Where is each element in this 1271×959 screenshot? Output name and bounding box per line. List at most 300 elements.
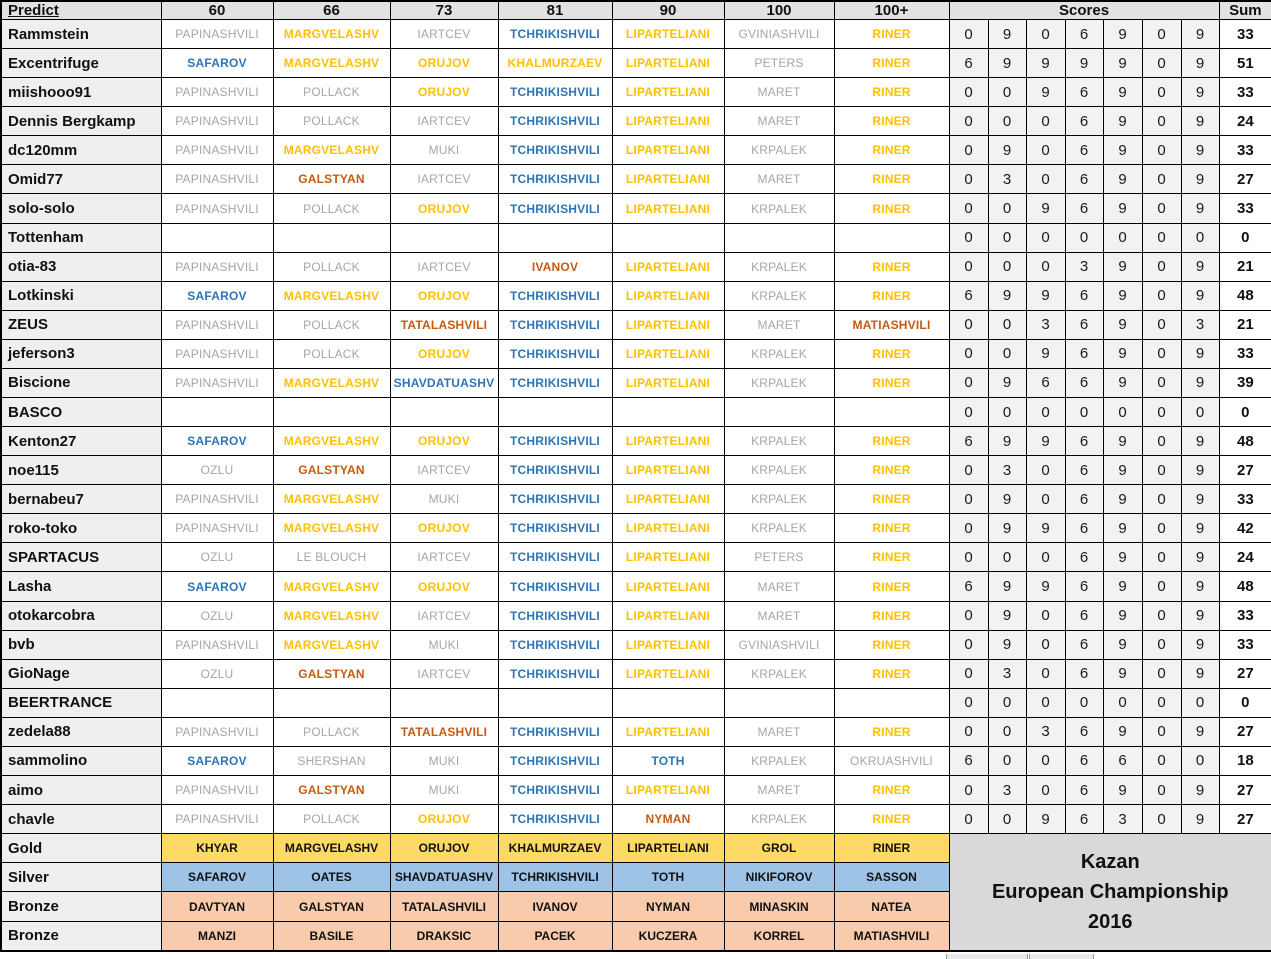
score-cell[interactable]: 0 (1026, 20, 1065, 49)
medalist-cell[interactable]: SAFAROV (161, 863, 273, 892)
prediction-cell[interactable]: KRPALEK (724, 136, 834, 165)
prediction-cell[interactable]: KRPALEK (724, 456, 834, 485)
prediction-cell[interactable]: NYMAN (612, 805, 724, 834)
column-header-scores[interactable]: Scores (949, 1, 1219, 20)
prediction-cell[interactable]: LIPARTELIANI (612, 659, 724, 688)
score-cell[interactable]: 0 (949, 688, 988, 717)
score-cell[interactable]: 0 (1142, 165, 1181, 194)
score-cell[interactable]: 9 (1026, 339, 1065, 368)
prediction-cell[interactable]: LIPARTELIANI (612, 601, 724, 630)
predictor-name[interactable]: aimo (1, 776, 161, 805)
prediction-cell[interactable]: PAPINASHVILI (161, 165, 273, 194)
predictor-name[interactable]: ZEUS (1, 310, 161, 339)
score-cell[interactable]: 3 (1181, 310, 1219, 339)
prediction-cell[interactable] (724, 223, 834, 252)
medalist-cell[interactable]: NATEA (834, 892, 949, 921)
score-cell[interactable]: 9 (1026, 427, 1065, 456)
prediction-cell[interactable]: ORUJOV (390, 78, 498, 107)
score-cell[interactable]: 9 (988, 630, 1026, 659)
score-cell[interactable]: 9 (1103, 310, 1142, 339)
sum-cell[interactable]: 27 (1219, 659, 1271, 688)
prediction-cell[interactable]: LIPARTELIANI (612, 456, 724, 485)
score-cell[interactable]: 0 (988, 252, 1026, 281)
prediction-cell[interactable]: KRPALEK (724, 514, 834, 543)
prediction-cell[interactable] (724, 398, 834, 427)
prediction-cell[interactable]: TCHRIKISHVILI (498, 543, 612, 572)
score-cell[interactable]: 0 (1142, 49, 1181, 78)
prediction-cell[interactable]: POLLACK (273, 78, 390, 107)
score-cell[interactable]: 9 (1103, 368, 1142, 397)
prediction-cell[interactable]: SAFAROV (161, 281, 273, 310)
prediction-cell[interactable]: MARGVELASHV (273, 49, 390, 78)
prediction-cell[interactable]: TCHRIKISHVILI (498, 572, 612, 601)
predictor-name[interactable]: noe115 (1, 456, 161, 485)
score-cell[interactable]: 9 (1103, 659, 1142, 688)
prediction-cell[interactable] (390, 223, 498, 252)
score-cell[interactable]: 0 (1142, 107, 1181, 136)
predictor-name[interactable]: jeferson3 (1, 339, 161, 368)
prediction-cell[interactable]: OKRUASHVILI (834, 746, 949, 775)
prediction-cell[interactable]: RINER (834, 543, 949, 572)
prediction-cell[interactable]: PAPINASHVILI (161, 514, 273, 543)
score-cell[interactable]: 6 (949, 572, 988, 601)
score-cell[interactable]: 9 (1103, 281, 1142, 310)
score-cell[interactable]: 9 (1181, 630, 1219, 659)
score-cell[interactable]: 9 (1026, 78, 1065, 107)
sum-cell[interactable]: 33 (1219, 339, 1271, 368)
sum-cell[interactable]: 27 (1219, 456, 1271, 485)
prediction-cell[interactable]: PAPINASHVILI (161, 776, 273, 805)
prediction-cell[interactable]: MATIASHVILI (834, 310, 949, 339)
prediction-cell[interactable]: GALSTYAN (273, 165, 390, 194)
prediction-cell[interactable]: OZLU (161, 543, 273, 572)
score-cell[interactable]: 0 (1026, 776, 1065, 805)
predictor-name[interactable]: bvb (1, 630, 161, 659)
predictor-name[interactable]: SPARTACUS (1, 543, 161, 572)
prediction-cell[interactable]: TCHRIKISHVILI (498, 107, 612, 136)
medalist-cell[interactable]: LIPARTELIANI (612, 834, 724, 863)
sum-cell[interactable]: 27 (1219, 717, 1271, 746)
score-cell[interactable]: 6 (949, 281, 988, 310)
medalist-cell[interactable]: MARGVELASHV (273, 834, 390, 863)
predictor-name[interactable]: Kenton27 (1, 427, 161, 456)
column-header-60[interactable]: 60 (161, 1, 273, 20)
score-cell[interactable]: 0 (949, 194, 988, 223)
medalist-cell[interactable]: KHALMURZAEV (498, 834, 612, 863)
score-cell[interactable]: 0 (988, 223, 1026, 252)
score-cell[interactable]: 0 (1026, 107, 1065, 136)
prediction-cell[interactable]: RINER (834, 165, 949, 194)
prediction-cell[interactable]: TCHRIKISHVILI (498, 427, 612, 456)
sum-cell[interactable]: 48 (1219, 281, 1271, 310)
score-cell[interactable]: 6 (1065, 717, 1103, 746)
score-cell[interactable]: 0 (1142, 339, 1181, 368)
prediction-cell[interactable]: POLLACK (273, 717, 390, 746)
prediction-cell[interactable]: ORUJOV (390, 49, 498, 78)
score-cell[interactable]: 9 (988, 572, 1026, 601)
score-cell[interactable]: 0 (1026, 659, 1065, 688)
sum-cell[interactable]: 27 (1219, 805, 1271, 834)
score-cell[interactable]: 0 (1181, 223, 1219, 252)
score-cell[interactable]: 0 (1142, 368, 1181, 397)
predictor-name[interactable]: roko-toko (1, 514, 161, 543)
score-cell[interactable]: 0 (1026, 456, 1065, 485)
score-cell[interactable]: 6 (1065, 630, 1103, 659)
medalist-cell[interactable]: KHYAR (161, 834, 273, 863)
score-cell[interactable]: 0 (1026, 165, 1065, 194)
prediction-cell[interactable]: MARET (724, 107, 834, 136)
score-cell[interactable]: 9 (1103, 165, 1142, 194)
score-cell[interactable]: 9 (1103, 194, 1142, 223)
prediction-cell[interactable]: PAPINASHVILI (161, 252, 273, 281)
score-cell[interactable]: 0 (1181, 688, 1219, 717)
score-cell[interactable]: 9 (1026, 514, 1065, 543)
score-cell[interactable]: 3 (1026, 310, 1065, 339)
medalist-cell[interactable]: KUCZERA (612, 921, 724, 951)
score-cell[interactable]: 0 (1142, 78, 1181, 107)
prediction-cell[interactable]: RINER (834, 339, 949, 368)
score-cell[interactable]: 0 (949, 368, 988, 397)
prediction-cell[interactable]: IARTCEV (390, 456, 498, 485)
prediction-cell[interactable]: TATALASHVILI (390, 717, 498, 746)
score-cell[interactable]: 0 (1181, 746, 1219, 775)
score-cell[interactable]: 0 (988, 310, 1026, 339)
sum-cell[interactable]: 33 (1219, 630, 1271, 659)
score-cell[interactable]: 9 (1103, 572, 1142, 601)
prediction-cell[interactable]: PAPINASHVILI (161, 107, 273, 136)
prediction-cell[interactable]: PAPINASHVILI (161, 485, 273, 514)
prediction-cell[interactable]: LIPARTELIANI (612, 717, 724, 746)
prediction-cell[interactable]: ORUJOV (390, 281, 498, 310)
score-cell[interactable]: 9 (1103, 136, 1142, 165)
score-cell[interactable]: 6 (1065, 194, 1103, 223)
predictor-name[interactable]: otia-83 (1, 252, 161, 281)
predictor-name[interactable]: GioNage (1, 659, 161, 688)
prediction-cell[interactable]: KRPALEK (724, 485, 834, 514)
prediction-cell[interactable]: KHALMURZAEV (498, 49, 612, 78)
prediction-cell[interactable]: GALSTYAN (273, 776, 390, 805)
score-cell[interactable]: 0 (1026, 630, 1065, 659)
medal-row-label[interactable]: Bronze (1, 921, 161, 951)
score-cell[interactable]: 9 (1103, 485, 1142, 514)
prediction-cell[interactable]: TCHRIKISHVILI (498, 194, 612, 223)
score-cell[interactable]: 0 (1142, 398, 1181, 427)
sum-cell[interactable]: 0 (1219, 398, 1271, 427)
prediction-cell[interactable]: LIPARTELIANI (612, 776, 724, 805)
score-cell[interactable]: 6 (1065, 456, 1103, 485)
prediction-cell[interactable]: MUKI (390, 485, 498, 514)
sum-cell[interactable]: 48 (1219, 572, 1271, 601)
prediction-cell[interactable] (390, 688, 498, 717)
score-cell[interactable]: 0 (1026, 746, 1065, 775)
score-cell[interactable]: 6 (949, 49, 988, 78)
prediction-cell[interactable]: OZLU (161, 456, 273, 485)
prediction-cell[interactable]: MUKI (390, 776, 498, 805)
sum-cell[interactable]: 21 (1219, 252, 1271, 281)
medalist-cell[interactable]: GROL (724, 834, 834, 863)
score-cell[interactable]: 0 (1142, 717, 1181, 746)
score-cell[interactable]: 9 (1103, 78, 1142, 107)
prediction-cell[interactable]: RINER (834, 659, 949, 688)
prediction-cell[interactable]: IVANOV (498, 252, 612, 281)
prediction-cell[interactable]: LIPARTELIANI (612, 543, 724, 572)
score-cell[interactable]: 9 (1103, 601, 1142, 630)
medalist-cell[interactable]: MANZI (161, 921, 273, 951)
prediction-cell[interactable]: PAPINASHVILI (161, 136, 273, 165)
sum-cell[interactable]: 27 (1219, 165, 1271, 194)
prediction-cell[interactable]: PETERS (724, 49, 834, 78)
score-cell[interactable]: 0 (1026, 136, 1065, 165)
prediction-cell[interactable]: RINER (834, 485, 949, 514)
sum-cell[interactable]: 24 (1219, 543, 1271, 572)
score-cell[interactable]: 9 (988, 368, 1026, 397)
score-cell[interactable]: 6 (1065, 572, 1103, 601)
score-cell[interactable]: 0 (949, 776, 988, 805)
predictor-name[interactable]: BASCO (1, 398, 161, 427)
score-cell[interactable]: 3 (1026, 717, 1065, 746)
sum-cell[interactable]: 48 (1219, 427, 1271, 456)
medalist-cell[interactable]: TATALASHVILI (390, 892, 498, 921)
prediction-cell[interactable]: SHERSHAN (273, 746, 390, 775)
score-cell[interactable]: 0 (1142, 688, 1181, 717)
score-cell[interactable]: 0 (1142, 514, 1181, 543)
sum-cell[interactable]: 39 (1219, 368, 1271, 397)
score-cell[interactable]: 0 (1142, 456, 1181, 485)
prediction-cell[interactable]: POLLACK (273, 252, 390, 281)
score-cell[interactable]: 3 (988, 165, 1026, 194)
prediction-cell[interactable]: RINER (834, 805, 949, 834)
score-cell[interactable]: 0 (1142, 223, 1181, 252)
prediction-cell[interactable]: RINER (834, 514, 949, 543)
prediction-cell[interactable]: RINER (834, 630, 949, 659)
predictor-name[interactable]: BEERTRANCE (1, 688, 161, 717)
predictor-name[interactable]: Biscione (1, 368, 161, 397)
prediction-cell[interactable]: SAFAROV (161, 746, 273, 775)
prediction-cell[interactable]: POLLACK (273, 107, 390, 136)
score-cell[interactable]: 0 (949, 630, 988, 659)
score-cell[interactable]: 6 (1065, 746, 1103, 775)
prediction-cell[interactable]: TOTH (612, 746, 724, 775)
score-cell[interactable]: 0 (988, 107, 1026, 136)
score-cell[interactable]: 6 (1065, 805, 1103, 834)
prediction-cell[interactable] (273, 223, 390, 252)
sum-cell[interactable]: 0 (1219, 223, 1271, 252)
score-cell[interactable]: 3 (1103, 805, 1142, 834)
score-cell[interactable]: 0 (949, 78, 988, 107)
column-header-sum[interactable]: Sum (1219, 1, 1271, 20)
event-title-cell[interactable] (949, 834, 1271, 951)
prediction-cell[interactable] (498, 688, 612, 717)
predictor-name[interactable]: Rammstein (1, 20, 161, 49)
prediction-cell[interactable]: MARET (724, 776, 834, 805)
score-cell[interactable]: 6 (1065, 514, 1103, 543)
sum-cell[interactable]: 33 (1219, 136, 1271, 165)
prediction-cell[interactable]: LE BLOUCH (273, 543, 390, 572)
predictor-name[interactable]: otokarcobra (1, 601, 161, 630)
prediction-cell[interactable]: TCHRIKISHVILI (498, 485, 612, 514)
prediction-cell[interactable]: LIPARTELIANI (612, 427, 724, 456)
prediction-cell[interactable]: KRPALEK (724, 805, 834, 834)
prediction-cell[interactable]: MUKI (390, 136, 498, 165)
prediction-cell[interactable]: TCHRIKISHVILI (498, 136, 612, 165)
column-header-73[interactable]: 73 (390, 1, 498, 20)
score-cell[interactable]: 0 (949, 136, 988, 165)
sum-cell[interactable]: 51 (1219, 49, 1271, 78)
sum-cell[interactable]: 0 (1219, 688, 1271, 717)
prediction-cell[interactable]: RINER (834, 78, 949, 107)
score-cell[interactable]: 0 (949, 165, 988, 194)
score-cell[interactable]: 9 (1181, 456, 1219, 485)
prediction-cell[interactable]: MARGVELASHV (273, 136, 390, 165)
predictor-name[interactable]: Lasha (1, 572, 161, 601)
score-cell[interactable]: 6 (1065, 136, 1103, 165)
score-cell[interactable]: 9 (1026, 194, 1065, 223)
prediction-cell[interactable] (161, 398, 273, 427)
score-cell[interactable]: 9 (1181, 49, 1219, 78)
score-cell[interactable]: 9 (1181, 78, 1219, 107)
medalist-cell[interactable]: BASILE (273, 921, 390, 951)
prediction-cell[interactable]: TCHRIKISHVILI (498, 78, 612, 107)
prediction-cell[interactable] (498, 223, 612, 252)
score-cell[interactable]: 9 (1181, 659, 1219, 688)
score-cell[interactable]: 6 (1065, 368, 1103, 397)
score-cell[interactable]: 6 (1065, 107, 1103, 136)
prediction-cell[interactable]: POLLACK (273, 194, 390, 223)
score-cell[interactable]: 9 (1103, 776, 1142, 805)
score-cell[interactable]: 9 (1181, 368, 1219, 397)
score-cell[interactable]: 9 (1181, 543, 1219, 572)
score-cell[interactable]: 9 (988, 514, 1026, 543)
score-cell[interactable]: 9 (1026, 572, 1065, 601)
score-cell[interactable]: 0 (988, 194, 1026, 223)
prediction-cell[interactable] (498, 398, 612, 427)
score-cell[interactable]: 9 (1181, 281, 1219, 310)
prediction-cell[interactable]: GVINIASHVILI (724, 630, 834, 659)
prediction-cell[interactable]: LIPARTELIANI (612, 107, 724, 136)
medalist-cell[interactable]: OATES (273, 863, 390, 892)
score-cell[interactable]: 0 (988, 688, 1026, 717)
prediction-cell[interactable]: PAPINASHVILI (161, 20, 273, 49)
score-cell[interactable]: 0 (1142, 136, 1181, 165)
score-cell[interactable]: 9 (1103, 514, 1142, 543)
score-cell[interactable]: 0 (949, 543, 988, 572)
prediction-cell[interactable]: MARET (724, 717, 834, 746)
medalist-cell[interactable]: RINER (834, 834, 949, 863)
prediction-cell[interactable]: KRPALEK (724, 252, 834, 281)
score-cell[interactable]: 0 (988, 398, 1026, 427)
medalist-cell[interactable]: GALSTYAN (273, 892, 390, 921)
medalist-cell[interactable]: SASSON (834, 863, 949, 892)
score-cell[interactable]: 0 (1065, 688, 1103, 717)
prediction-cell[interactable] (612, 223, 724, 252)
prediction-cell[interactable]: IARTCEV (390, 543, 498, 572)
score-cell[interactable]: 9 (1103, 107, 1142, 136)
score-cell[interactable]: 9 (1181, 339, 1219, 368)
sum-cell[interactable]: 27 (1219, 776, 1271, 805)
score-cell[interactable]: 0 (1026, 485, 1065, 514)
column-header-81[interactable]: 81 (498, 1, 612, 20)
prediction-cell[interactable]: LIPARTELIANI (612, 194, 724, 223)
medalist-cell[interactable]: TCHRIKISHVILI (498, 863, 612, 892)
prediction-cell[interactable]: LIPARTELIANI (612, 252, 724, 281)
prediction-cell[interactable]: KRPALEK (724, 427, 834, 456)
medalist-cell[interactable]: PACEK (498, 921, 612, 951)
prediction-cell[interactable]: TCHRIKISHVILI (498, 281, 612, 310)
score-cell[interactable]: 0 (1065, 398, 1103, 427)
score-cell[interactable]: 0 (1142, 805, 1181, 834)
score-cell[interactable]: 6 (1026, 368, 1065, 397)
medal-row-label[interactable]: Gold (1, 834, 161, 863)
predictor-name[interactable]: Tottenham (1, 223, 161, 252)
score-cell[interactable]: 0 (1103, 398, 1142, 427)
score-cell[interactable]: 9 (1103, 49, 1142, 78)
prediction-cell[interactable] (612, 398, 724, 427)
medalist-cell[interactable]: DAVTYAN (161, 892, 273, 921)
prediction-cell[interactable]: POLLACK (273, 339, 390, 368)
prediction-cell[interactable]: TCHRIKISHVILI (498, 339, 612, 368)
prediction-cell[interactable]: ORUJOV (390, 805, 498, 834)
score-cell[interactable]: 9 (1026, 281, 1065, 310)
score-cell[interactable]: 3 (1065, 252, 1103, 281)
prediction-cell[interactable]: TCHRIKISHVILI (498, 776, 612, 805)
prediction-cell[interactable]: RINER (834, 252, 949, 281)
predictor-name[interactable]: zedela88 (1, 717, 161, 746)
prediction-cell[interactable] (390, 398, 498, 427)
prediction-cell[interactable] (273, 688, 390, 717)
prediction-cell[interactable]: LIPARTELIANI (612, 339, 724, 368)
prediction-cell[interactable]: MARGVELASHV (273, 630, 390, 659)
prediction-cell[interactable]: TCHRIKISHVILI (498, 717, 612, 746)
prediction-cell[interactable]: PAPINASHVILI (161, 805, 273, 834)
medalist-cell[interactable]: ORUJOV (390, 834, 498, 863)
prediction-cell[interactable] (724, 688, 834, 717)
prediction-cell[interactable]: IARTCEV (390, 20, 498, 49)
score-cell[interactable]: 0 (949, 223, 988, 252)
predictor-name[interactable]: miishooo91 (1, 78, 161, 107)
score-cell[interactable]: 9 (1181, 20, 1219, 49)
prediction-cell[interactable]: RINER (834, 136, 949, 165)
prediction-cell[interactable]: SAFAROV (161, 572, 273, 601)
score-cell[interactable]: 0 (1026, 223, 1065, 252)
score-cell[interactable]: 6 (1065, 20, 1103, 49)
score-cell[interactable]: 6 (1065, 310, 1103, 339)
prediction-cell[interactable]: RINER (834, 20, 949, 49)
score-cell[interactable]: 0 (1142, 746, 1181, 775)
prediction-cell[interactable] (612, 688, 724, 717)
prediction-cell[interactable]: TCHRIKISHVILI (498, 805, 612, 834)
prediction-cell[interactable]: LIPARTELIANI (612, 78, 724, 107)
column-header-100[interactable]: 100 (724, 1, 834, 20)
prediction-cell[interactable]: MARGVELASHV (273, 368, 390, 397)
score-cell[interactable]: 6 (949, 427, 988, 456)
prediction-cell[interactable]: PAPINASHVILI (161, 368, 273, 397)
predictor-name[interactable]: dc120mm (1, 136, 161, 165)
score-cell[interactable]: 9 (1181, 805, 1219, 834)
score-cell[interactable]: 0 (1142, 281, 1181, 310)
prediction-cell[interactable]: POLLACK (273, 805, 390, 834)
prediction-cell[interactable]: PAPINASHVILI (161, 194, 273, 223)
prediction-cell[interactable]: MARET (724, 165, 834, 194)
prediction-cell[interactable]: TCHRIKISHVILI (498, 746, 612, 775)
column-header-100plus[interactable]: 100+ (834, 1, 949, 20)
column-header-90[interactable]: 90 (612, 1, 724, 20)
score-cell[interactable]: 0 (1142, 427, 1181, 456)
score-cell[interactable]: 9 (1103, 20, 1142, 49)
score-cell[interactable]: 0 (1142, 485, 1181, 514)
score-cell[interactable]: 0 (1026, 252, 1065, 281)
sum-cell[interactable]: 33 (1219, 601, 1271, 630)
sum-cell[interactable]: 33 (1219, 194, 1271, 223)
